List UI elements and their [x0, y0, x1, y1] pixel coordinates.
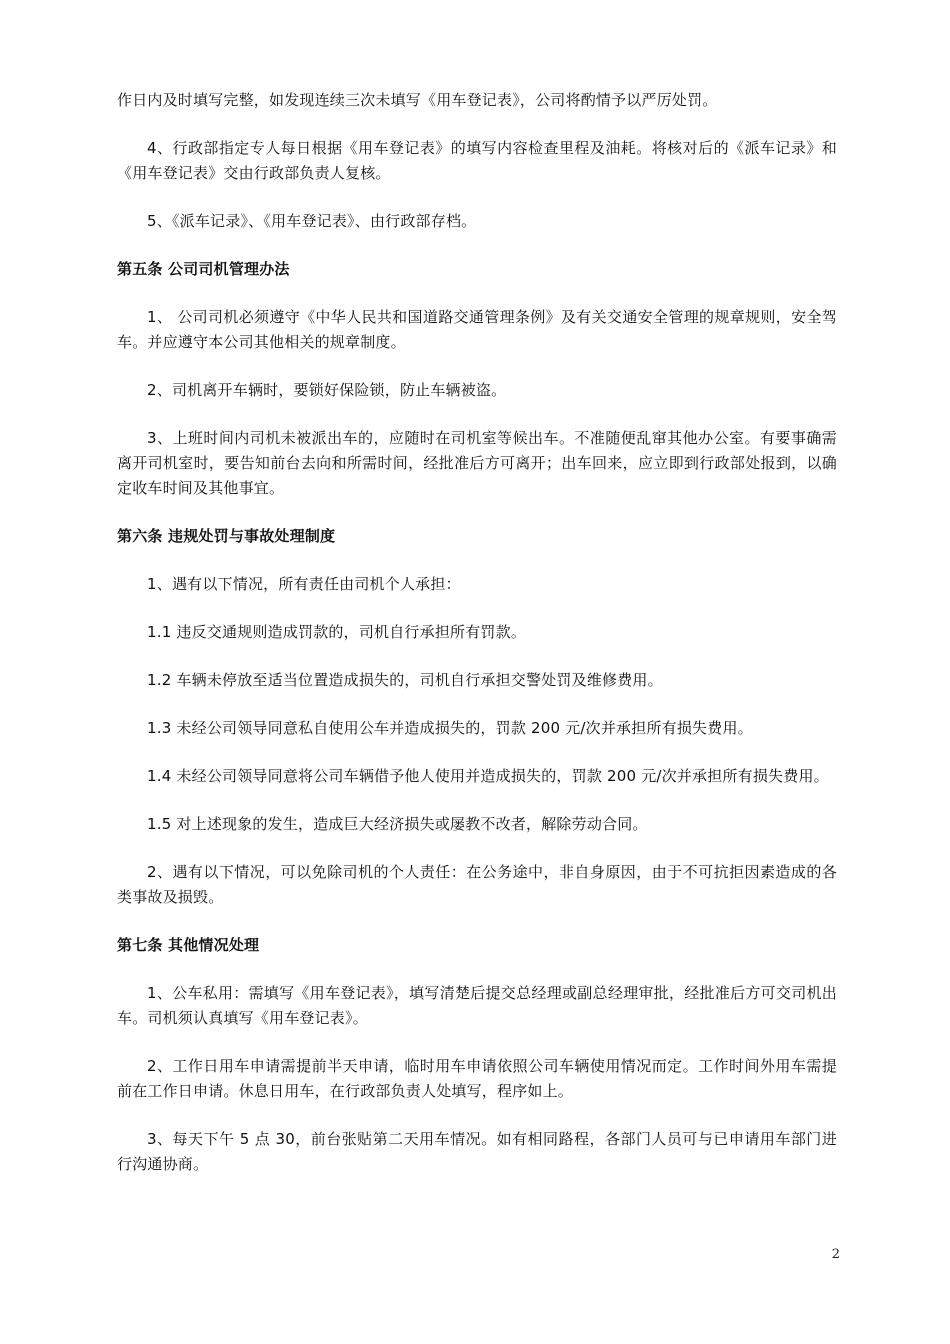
paragraph-6-1-4-lending: 1.4 未经公司领导同意将公司车辆借予他人使用并造成损失的，罚款 200 元/次并承担所有损失费用。: [147, 767, 829, 785]
paragraph-5-1-traffic-rules: 1、 公司司机必须遵守《中华人民共和国道路交通管理条例》及有关交通安全管理的规章规则，安全驾车。并应遵守本公司其他相关的规章制度。: [117, 308, 837, 351]
document-body: [117, 88, 837, 1200]
paragraph-7-1-private-use: 1、公车私用：需填写《用车登记表》，填写清楚后提交总经理或副总经理审批，经批准后方可交司机出车。司机须认真填写《用车登记表》。: [117, 984, 837, 1027]
section-heading-article-6: 第六条 违规处罚与事故处理制度: [117, 527, 336, 545]
paragraph-5-archive: 5、《派车记录》、《用车登记表》、由行政部存档。: [147, 212, 477, 230]
section-heading-article-7: 第七条 其他情况处理: [117, 936, 260, 954]
paragraph-4-mileage-check: 4、行政部指定专人每日根据《用车登记表》的填写内容检查里程及油耗。将核对后的《派车记录》和《用车登记表》交由行政部负责人复核。: [117, 139, 837, 182]
paragraph-6-1-3-private-use: 1.3 未经公司领导同意私自使用公车并造成损失的，罚款 200 元/次并承担所有损失费用。: [147, 719, 753, 737]
paragraph-6-1-1-fines: 1.1 违反交通规则造成罚款的，司机自行承担所有罚款。: [147, 623, 527, 641]
section-heading-article-5: 第五条 公司司机管理办法: [117, 260, 290, 278]
paragraph-5-3-standby: 3、上班时间内司机未被派出车的，应随时在司机室等候出车。不准随便乱窜其他办公室。有要事确需离开司机室时，要告知前台去向和所需时间，经批准后方可离开；出车回来，应立即到行政部处报到，以确定收车时间及其他事宜。: [117, 429, 837, 497]
paragraph-6-2-exemption: 2、遇有以下情况，可以免除司机的个人责任：在公务途中，非自身原因，由于不可抗拒因素造成的各类事故及损毁。: [117, 863, 837, 906]
paragraph-continuation: 作日内及时填写完整，如发现连续三次未填写《用车登记表》，公司将酌情予以严厉处罚。: [117, 91, 718, 109]
paragraph-5-2-lock-vehicle: 2、司机离开车辆时，要锁好保险锁，防止车辆被盗。: [147, 381, 507, 399]
paragraph-6-1-5-termination: 1.5 对上述现象的发生，造成巨大经济损失或屡教不改者，解除劳动合同。: [147, 815, 648, 833]
paragraph-6-1-2-parking: 1.2 车辆未停放至适当位置造成损失的，司机自行承担交警处罚及维修费用。: [147, 671, 663, 689]
paragraph-7-2-application: 2、工作日用车申请需提前半天申请，临时用车申请依照公司车辆使用情况而定。工作时间外用车需提前在工作日申请。休息日用车，在行政部负责人处填写，程序如上。: [117, 1057, 837, 1100]
paragraph-6-1-driver-liability: 1、遇有以下情况，所有责任由司机个人承担：: [147, 575, 461, 593]
page-number: 2: [831, 1247, 840, 1262]
paragraph-7-3-schedule-posting: 3、每天下午 5 点 30，前台张贴第二天用车情况。如有相同路程，各部门人员可与已申请用车部门进行沟通协商。: [117, 1130, 837, 1173]
